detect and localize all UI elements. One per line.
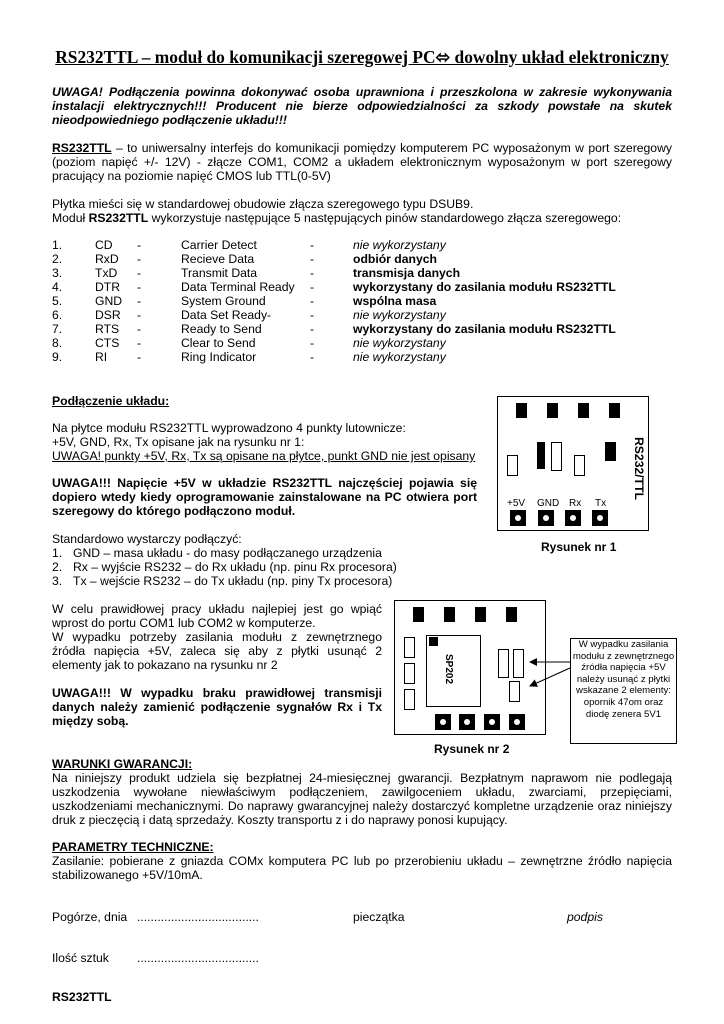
connection-heading: Podłączenie układu:	[52, 394, 170, 408]
pin-status-cell: nie wykorzystany	[353, 308, 446, 322]
pin-num-cell: 8.	[52, 336, 63, 350]
footer-quantity: Ilość sztuk	[52, 951, 109, 965]
pin-dash-cell: -	[310, 266, 315, 280]
pin-dash-cell: -	[310, 294, 315, 308]
pin-code-cell: RxD	[95, 252, 119, 266]
pin-code-cell: DSR	[95, 308, 121, 322]
figure-1-board	[497, 396, 649, 531]
housing-line-1: Płytka mieści się w standardowej obudowie złącza szeregowego typu DSUB9.	[52, 197, 474, 211]
params-heading: PARAMETRY TECHNICZNE:	[52, 840, 214, 854]
pin-num-cell: 3.	[52, 266, 63, 280]
pin-name-cell: Ready to Send	[181, 322, 262, 336]
figure-2-pad	[435, 714, 451, 730]
pin-name-cell: System Ground	[181, 294, 266, 308]
housing-line-2	[52, 211, 621, 225]
footer-date-line: ....................................	[137, 910, 259, 924]
intro-product-name: RS232TTL	[52, 141, 112, 155]
connection-p1-line3: UWAGA! punkty +5V, Rx, Tx są opisane na płytce, punkt GND nie jest opisany	[52, 449, 476, 463]
pad-gnd	[538, 510, 554, 526]
warranty-heading: WARUNKI GWARANCJI:	[52, 757, 193, 771]
pin-num-cell: 7.	[52, 322, 63, 336]
pin-status-cell: nie wykorzystany	[353, 350, 446, 364]
connection-warning-rx-tx: UWAGA!!! W wypadku braku prawidłowej transmisji danych należy zamienić podłączenie sygnałów Rx i Tx między sobą.	[52, 686, 382, 728]
housing-line-2c: wykorzystuje następujące 5 następujących pinów standardowego złącza szeregowego:	[148, 211, 622, 225]
intro-paragraph	[52, 141, 672, 183]
pin-code-cell: GND	[95, 294, 123, 308]
pin-code-cell: TxD	[95, 266, 118, 280]
pad-rx	[565, 510, 581, 526]
figure-1-component	[605, 442, 616, 461]
figure-2-note: W wypadku zasilania modułu z zewnętrznego źródła napięcia +5V należy usunąć z płytki wskazane 2 elementy: opornik 47om oraz diodę zenera 5V1	[570, 638, 677, 744]
std-item-text: Rx – wyjście RS232 – do Rx układu (np. pinu Rx procesora)	[73, 560, 397, 574]
pin-dash-cell: -	[310, 350, 315, 364]
pin-code-cell: CD	[95, 238, 113, 252]
figure-2-pad	[484, 714, 500, 730]
pin-num-cell: 4.	[52, 280, 63, 294]
pin-dash-cell: -	[137, 350, 142, 364]
pin-dash-cell: -	[310, 280, 315, 294]
pin-dash-cell: -	[310, 322, 315, 336]
pad-tx	[592, 510, 608, 526]
pin-name-cell: Data Terminal Ready	[181, 280, 295, 294]
sp202-chip	[426, 635, 481, 707]
housing-line-2b: RS232TTL	[88, 211, 149, 225]
figure-1-label: RS232/TTL	[632, 437, 646, 500]
std-item-number: 2.	[52, 560, 63, 574]
std-item-text: Tx – wejście RS232 – do Tx układu (np. piny Tx procesora)	[73, 574, 393, 588]
figure-2-pin	[506, 607, 517, 622]
figure-2-component	[498, 649, 509, 678]
pin-dash-cell: -	[310, 252, 315, 266]
pin-dash-cell: -	[137, 308, 142, 322]
std-item-number: 1.	[52, 546, 63, 560]
figure-2-pin	[413, 607, 424, 622]
connection-p1-line2: +5V, GND, Rx, Tx opisane jak na rysunku nr 1:	[52, 435, 305, 449]
figure-2-pad	[509, 714, 525, 730]
pin-name-cell: Data Set Ready-	[181, 308, 272, 322]
pad-label-tx: Tx	[595, 498, 607, 509]
pin-code-cell: CTS	[95, 336, 120, 350]
pad-label-gnd: GND	[537, 498, 560, 509]
pin-dash-cell: -	[137, 280, 142, 294]
pin-status-cell: transmisja danych	[353, 266, 461, 280]
pin-dash-cell: -	[310, 238, 315, 252]
figure-1-component	[551, 442, 562, 471]
safety-warning: UWAGA! Podłączenia powinna dokonywać osoba uprawniona i przeszkolona w zakresie wykonywania instalacji elektrycznych!!! Producent nie bierze odpowiedzialności za szkody powstałe na skutek nieodpowiedniego podłączenie układu!!!	[52, 85, 672, 127]
footer-quantity-line: ....................................	[137, 951, 259, 965]
chip-pin1-marker	[429, 637, 438, 646]
pin-status-cell: wykorzystany do zasilania modułu RS232TTL	[353, 322, 616, 336]
figure-2-pin	[444, 607, 455, 622]
pin-name-cell: Carrier Detect	[181, 238, 257, 252]
connection-warning-5v: UWAGA!!! Napięcie +5V w układzie RS232TTL najczęściej pojawia się dopiero wtedy kiedy oprogramowanie zainstalowane na PC otwiera port szeregowy do którego podłączono moduł.	[52, 476, 477, 518]
pin-status-cell: wykorzystany do zasilania modułu RS232TTL	[353, 280, 616, 294]
footer-product: RS232TTL	[52, 990, 112, 1004]
arrow-to-zener	[530, 668, 570, 686]
pin-status-cell: wspólna masa	[353, 294, 437, 308]
pin-dash-cell: -	[310, 308, 315, 322]
std-item-text: GND – masa układu - do masy podłączanego urządzenia	[73, 546, 382, 560]
figure-2-component	[404, 637, 415, 658]
pin-dash-cell: -	[137, 336, 142, 350]
figure-1-pin	[578, 403, 589, 418]
intro-text: – to uniwersalny interfejs do komunikacji pomiędzy komputerem PC wyposażonym w port szeregowy (poziom napięć +/- 12V) - złącze COM1, COM2 a układem elektronicznym wyposażonym w port szeregowy pracujący na poziomie napięć CMOS lub TTL(0-5V)	[52, 141, 672, 183]
pin-status-cell: nie wykorzystany	[353, 336, 446, 350]
footer-stamp: pieczątka	[353, 910, 405, 924]
figure-2-pin	[475, 607, 486, 622]
pad-5v	[510, 510, 526, 526]
pin-dash-cell: -	[137, 266, 142, 280]
pin-num-cell: 6.	[52, 308, 63, 322]
pin-dash-cell: -	[137, 294, 142, 308]
standard-connection-intro: Standardowo wystarczy podłączyć:	[52, 532, 242, 546]
connection-p3: W celu prawidłowej pracy układu najlepiej jest go wpiąć wprost do portu COM1 lub COM2 w komputerze.	[52, 602, 382, 630]
housing-line-2a: Moduł	[52, 211, 89, 225]
pin-name-cell: Clear to Send	[181, 336, 256, 350]
pin-name-cell: Recieve Data	[181, 252, 255, 266]
figure-1-component	[507, 455, 518, 476]
figure-2-pad	[459, 714, 475, 730]
chip-label: SP202	[443, 654, 454, 685]
connection-p1-line1: Na płytce modułu RS232TTL wyprowadzono 4 punkty lutownicze:	[52, 421, 406, 435]
pin-num-cell: 2.	[52, 252, 63, 266]
pad-label-rx: Rx	[569, 498, 582, 509]
figure-1-pin	[609, 403, 620, 418]
pin-dash-cell: -	[310, 336, 315, 350]
pin-num-cell: 1.	[52, 238, 63, 252]
figure-2-caption: Rysunek nr 2	[434, 742, 510, 756]
params-text: Zasilanie: pobierane z gniazda COMx komputera PC lub po przerobieniu układu – zewnętrzne źródło napięcia stabilizowanego +5V/10mA.	[52, 854, 672, 882]
pin-num-cell: 9.	[52, 350, 63, 364]
figure-1-pin	[547, 403, 558, 418]
pin-status-cell: nie wykorzystany	[353, 238, 446, 252]
pin-code-cell: RTS	[95, 322, 120, 336]
figure-1-caption: Rysunek nr 1	[541, 540, 617, 554]
pin-name-cell: Transmit Data	[181, 266, 258, 280]
pin-dash-cell: -	[137, 238, 142, 252]
figure-2-component	[404, 663, 415, 684]
pin-code-cell: RI	[95, 350, 108, 364]
pin-name-cell: Ring Indicator	[181, 350, 257, 364]
footer-signature: podpis	[567, 910, 603, 924]
pin-dash-cell: -	[137, 322, 142, 336]
pin-code-cell: DTR	[95, 280, 121, 294]
connection-p4: W wypadku potrzeby zasilania modułu z zewnętrznego źródła napięcia +5V, zaleca się aby z płytki usunąć 2 elementy jak to pokazano na rysunku nr 2	[52, 630, 382, 672]
pad-label-5v: +5V	[507, 498, 526, 509]
figure-2-component	[404, 689, 415, 710]
page-title: RS232TTL – moduł do komunikacji szeregowej PC⬄ dowolny układ elektroniczny	[55, 47, 669, 67]
pin-dash-cell: -	[137, 252, 142, 266]
warranty-text: Na niniejszy produkt udziela się bezpłatnej 24-miesięcznej gwarancji. Bezpłatnym naprawom nie podlegają uszkodzenia wywołane niewłaściwym podłączeniem, zawilgoceniem układu, zwarciami, przepięciami, uszkodzeniami mechanicznymi. Do naprawy gwarancyjnej należy dostarczyć kompletne urządzenie oraz niniejszy druk z pieczęcią i datą sprzedaży. Koszty transportu z i do naprawy ponosi kupujący.	[52, 771, 672, 827]
pin-status-cell: odbiór danych	[353, 252, 437, 266]
pin-num-cell: 5.	[52, 294, 63, 308]
footer-place: Pogórze, dnia	[52, 910, 128, 924]
figure-1-pin	[516, 403, 527, 418]
figure-1-component	[537, 442, 545, 469]
figure-1-component	[574, 455, 585, 476]
std-item-number: 3.	[52, 574, 63, 588]
